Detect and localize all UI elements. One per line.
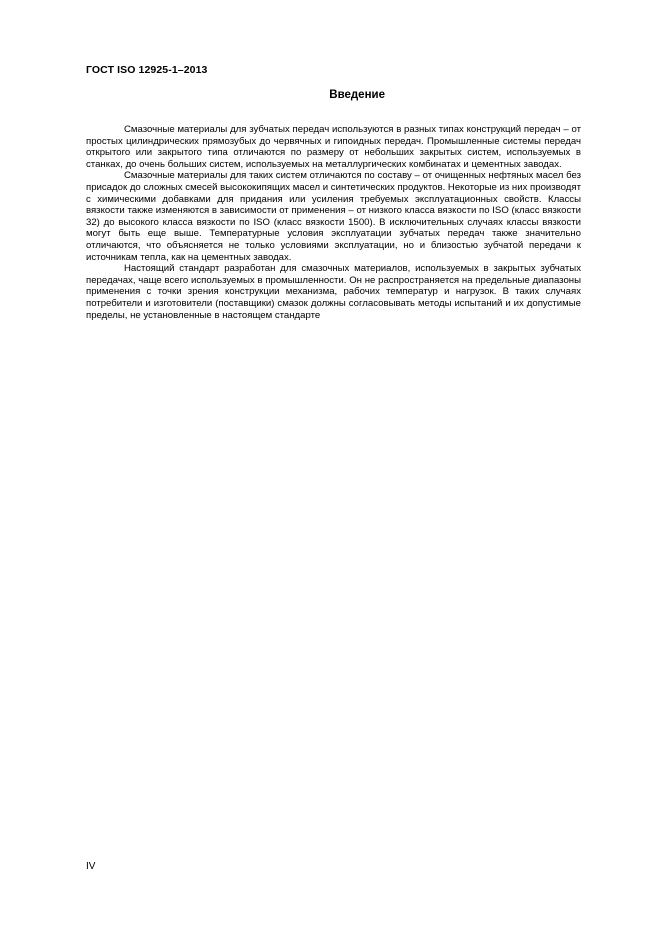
document-body [86,124,581,321]
section-title-container [86,89,581,101]
paragraph-2: Смазочные материалы для таких систем отличаются по составу – от очищенных нефтяных масел без присадок до сложных смесей высококипящих масел и синтетических продуктов. Некоторые из них производят с химическими добавками для придания или усиления требуемых эксплуатационных свойств. Классы вязкости также изменяются в зависимости от применения – от низкого класса вязкости по ISO (класс вязкости 32) до высокого класса вязкости по ISO (класс вязкости 1500). В исключительных случаях классы вязкости могут быть еще выше. Температурные условия эксплуатации зубчатых передач также значительно отличаются, что объясняется не только условиями эксплуатации, но и близостью зубчатой передачи к источникам тепла, как на цементных заводах. [86,170,581,263]
page-number: IV [86,861,96,872]
document-header: ГОСТ ISO 12925-1–2013 [86,64,208,76]
paragraph-3: Настоящий стандарт разработан для смазочных материалов, используемых в закрытых зубчатых передачах, чаще всего используемых в промышленности. Он не распространяется на предельные диапазоны применения с точки зрения конструкции механизма, рабочих температур и нагрузок. В таких случаях потребители и изготовители (поставщики) смазок должны согласовывать методы испытаний и их допустимые пределы, не установленные в настоящем стандарте [86,263,581,321]
paragraph-1: Смазочные материалы для зубчатых передач используются в разных типах конструкций передач – от простых цилиндрических прямозубых до червячных и гипоидных передач. Промышленные системы передач открытого или закрытого типа отличаются по размеру от небольших закрытых систем, используемых в станках, до очень больших систем, используемых на металлургических комбинатах и цементных заводах. [86,124,581,170]
section-title: Введение [329,89,385,101]
